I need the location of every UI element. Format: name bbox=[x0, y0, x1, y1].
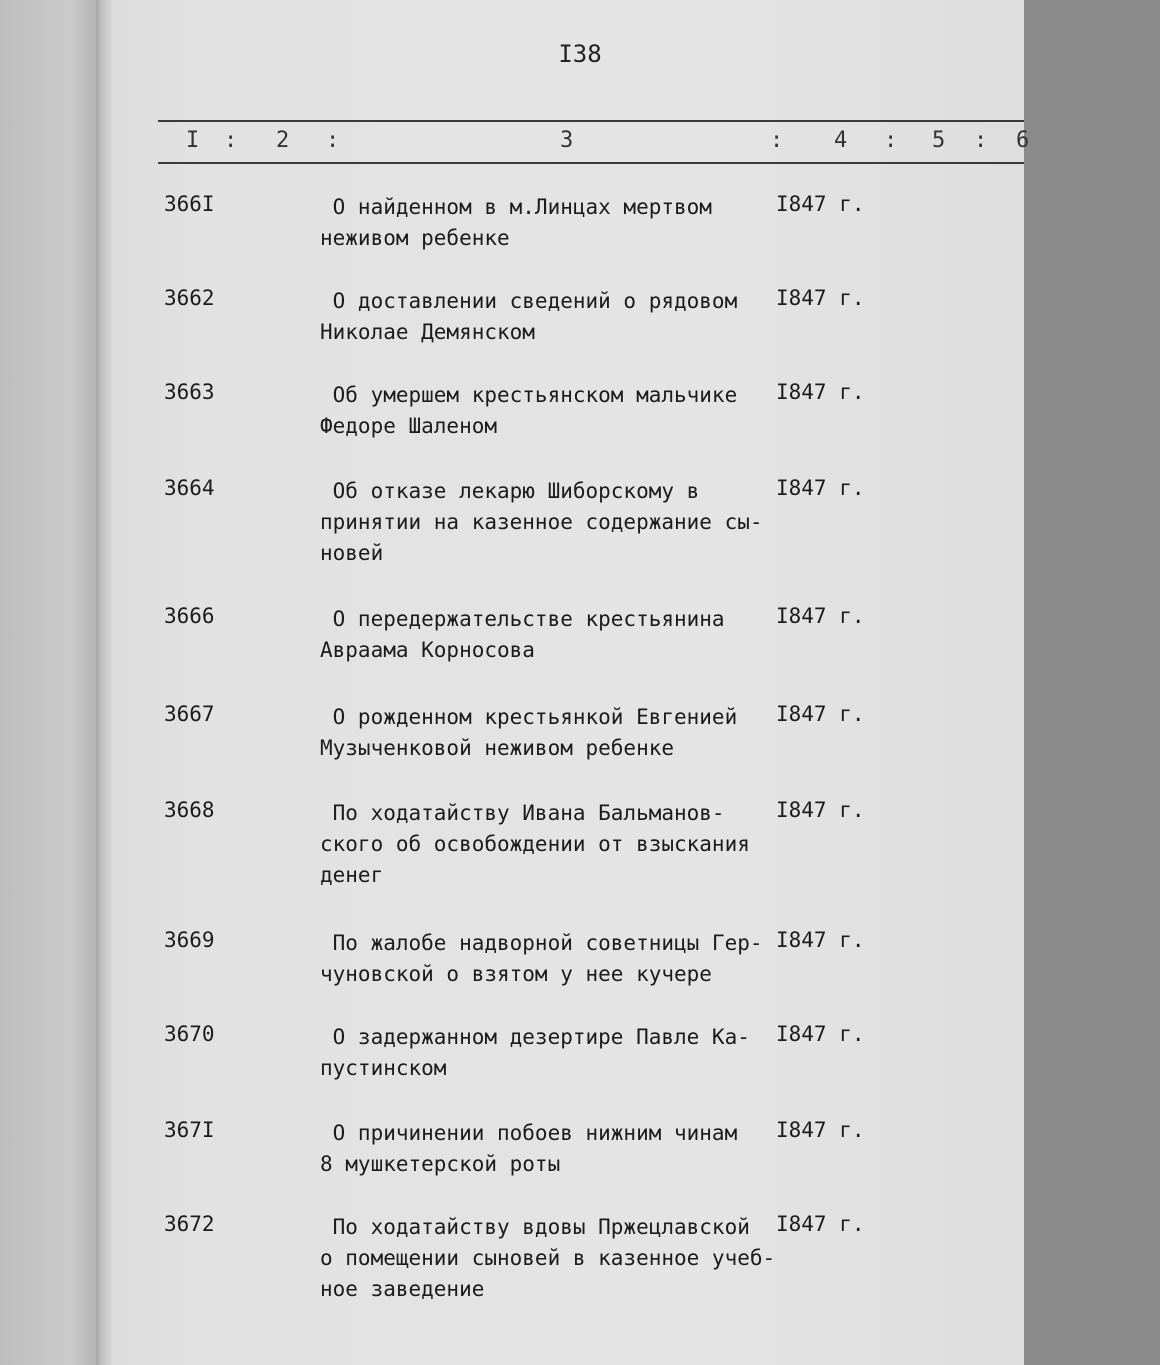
entry-number: 3666 bbox=[164, 604, 215, 628]
entry-year: I847 г. bbox=[776, 476, 865, 500]
header-bottom-rule bbox=[158, 162, 1024, 164]
column-header-1: I bbox=[186, 128, 200, 153]
page-number: I38 bbox=[558, 40, 602, 68]
header-top-rule bbox=[158, 120, 1024, 122]
entry-year: I847 г. bbox=[776, 702, 865, 726]
entry-description: О задержанном дезертире Павле Ка- пустинском bbox=[320, 1025, 750, 1080]
entry-number: 3670 bbox=[164, 1022, 215, 1046]
entry-year: I847 г. bbox=[776, 928, 865, 952]
column-header-4: 4 bbox=[834, 128, 848, 153]
entry-year: I847 г. bbox=[776, 1118, 865, 1142]
entry-number: 3663 bbox=[164, 380, 215, 404]
entry-description: По жалобе надворной советницы Гер- чуновской о взятом у нее кучере bbox=[320, 931, 763, 986]
entry-year: I847 г. bbox=[776, 798, 865, 822]
column-header-separator: : bbox=[884, 128, 898, 153]
entry-description: О причинении побоев нижним чинам 8 мушкетерской роты bbox=[320, 1121, 738, 1176]
column-header-2: 2 bbox=[276, 128, 290, 153]
entry-number: 366I bbox=[164, 192, 215, 216]
entry-number: 3664 bbox=[164, 476, 215, 500]
entry-description: Об умершем крестьянском мальчике Федоре Шаленом bbox=[320, 383, 738, 438]
column-header-separator: : bbox=[326, 128, 340, 153]
column-header-separator: : bbox=[224, 128, 238, 153]
entry-description: О рожденном крестьянкой Евгенией Музыченковой неживом ребенке bbox=[320, 705, 738, 760]
entry-year: I847 г. bbox=[776, 286, 865, 310]
column-header-separator: : bbox=[770, 128, 784, 153]
entry-description: О передержательстве крестьянина Авраама Корносова bbox=[320, 607, 725, 662]
entry-number: 3669 bbox=[164, 928, 215, 952]
entry-number: 3662 bbox=[164, 286, 215, 310]
entry-description: О доставлении сведений о рядовом Николае Демянском bbox=[320, 289, 738, 344]
entry-year: I847 г. bbox=[776, 1212, 865, 1236]
entry-year: I847 г. bbox=[776, 1022, 865, 1046]
entry-description: По ходатайству вдовы Пржецлавской о помещении сыновей в казенное учеб- ное заведение bbox=[320, 1215, 776, 1301]
column-header-5: 5 bbox=[932, 128, 946, 153]
column-header-3: 3 bbox=[560, 128, 574, 153]
entry-description: Об отказе лекарю Шиборскому в принятии на казенное содержание сы- новей bbox=[320, 479, 763, 565]
entry-description: О найденном в м.Линцах мертвом неживом ребенке bbox=[320, 195, 712, 250]
column-header-row bbox=[158, 128, 1030, 156]
entry-number: 3672 bbox=[164, 1212, 215, 1236]
entry-number: 3667 bbox=[164, 702, 215, 726]
adjacent-page-edge bbox=[0, 0, 100, 1365]
entry-year: I847 г. bbox=[776, 380, 865, 404]
entry-year: I847 г. bbox=[776, 604, 865, 628]
entry-number: 367I bbox=[164, 1118, 215, 1142]
entry-number: 3668 bbox=[164, 798, 215, 822]
column-header-6: 6 bbox=[1016, 128, 1030, 153]
column-header-separator: : bbox=[974, 128, 988, 153]
entry-description: По ходатайству Ивана Бальманов- ского об освобождении от взыскания денег bbox=[320, 801, 750, 887]
entry-year: I847 г. bbox=[776, 192, 865, 216]
book-spine bbox=[96, 0, 112, 1365]
